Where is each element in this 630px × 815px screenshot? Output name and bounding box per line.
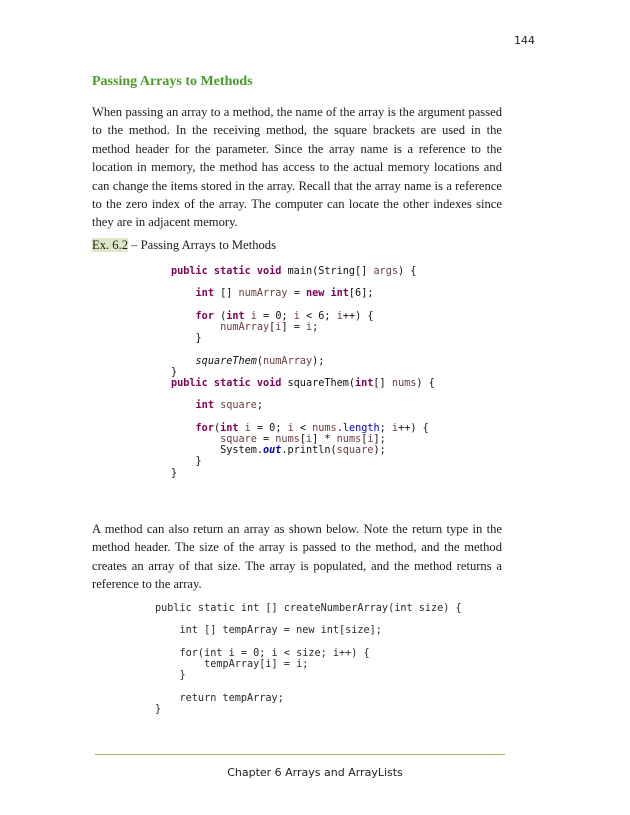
code-block-pass-array: public static void main(String[] args) { int [] numArray = new int[6]; for (int i = 0; i < 6; i++) { numArray[i] = i; } squareThem(numArray); } public static void squareThem(int[] nums) { int square; for(int i = 0; i < nums.length; i++) { square = nums[i] * nums[i]; System.out.println(square); } } bbox=[171, 266, 435, 479]
page-number: 144 bbox=[514, 34, 535, 47]
example-title: – Passing Arrays to Methods bbox=[128, 238, 277, 252]
code-block-return-array bbox=[155, 603, 462, 715]
code2-line: for(int i = 0; i < size; i++) { bbox=[179, 647, 370, 659]
code2-line: tempArray[i] = i; bbox=[204, 659, 309, 671]
chapter-footer: Chapter 6 Arrays and ArrayLists bbox=[227, 766, 403, 779]
example-caption bbox=[92, 238, 276, 253]
footer-rule bbox=[95, 754, 505, 755]
code2-line: } bbox=[155, 703, 162, 715]
code2-line: public static int [] createNumberArray(int size) { bbox=[155, 603, 462, 614]
code2-line: } bbox=[179, 670, 186, 682]
return-array-paragraph: A method can also return an array as shown below. Note the return type in the method header. The size of the array is passed to the method, and the method creates an array of that size. The array is populated, and the method returns a reference to the array. bbox=[92, 522, 502, 592]
code2-line: return tempArray; bbox=[179, 692, 284, 704]
intro-paragraph: When passing an array to a method, the name of the array is the argument passed to the method. In the receiving method, the square brackets are used in the method header for the parameter. Since the array name is a reference to the location in memory, the method has access to the actual memory locations and can change the items stored in the array. Recall that the array name is a reference to the zero index of the array. The computer can locate the other indexes since they are in adjacent memory. bbox=[92, 105, 502, 230]
example-label: Ex. 6.2 bbox=[92, 238, 129, 252]
code2-line: int [] tempArray = new int[size]; bbox=[179, 625, 382, 637]
section-heading: Passing Arrays to Methods bbox=[92, 74, 253, 89]
